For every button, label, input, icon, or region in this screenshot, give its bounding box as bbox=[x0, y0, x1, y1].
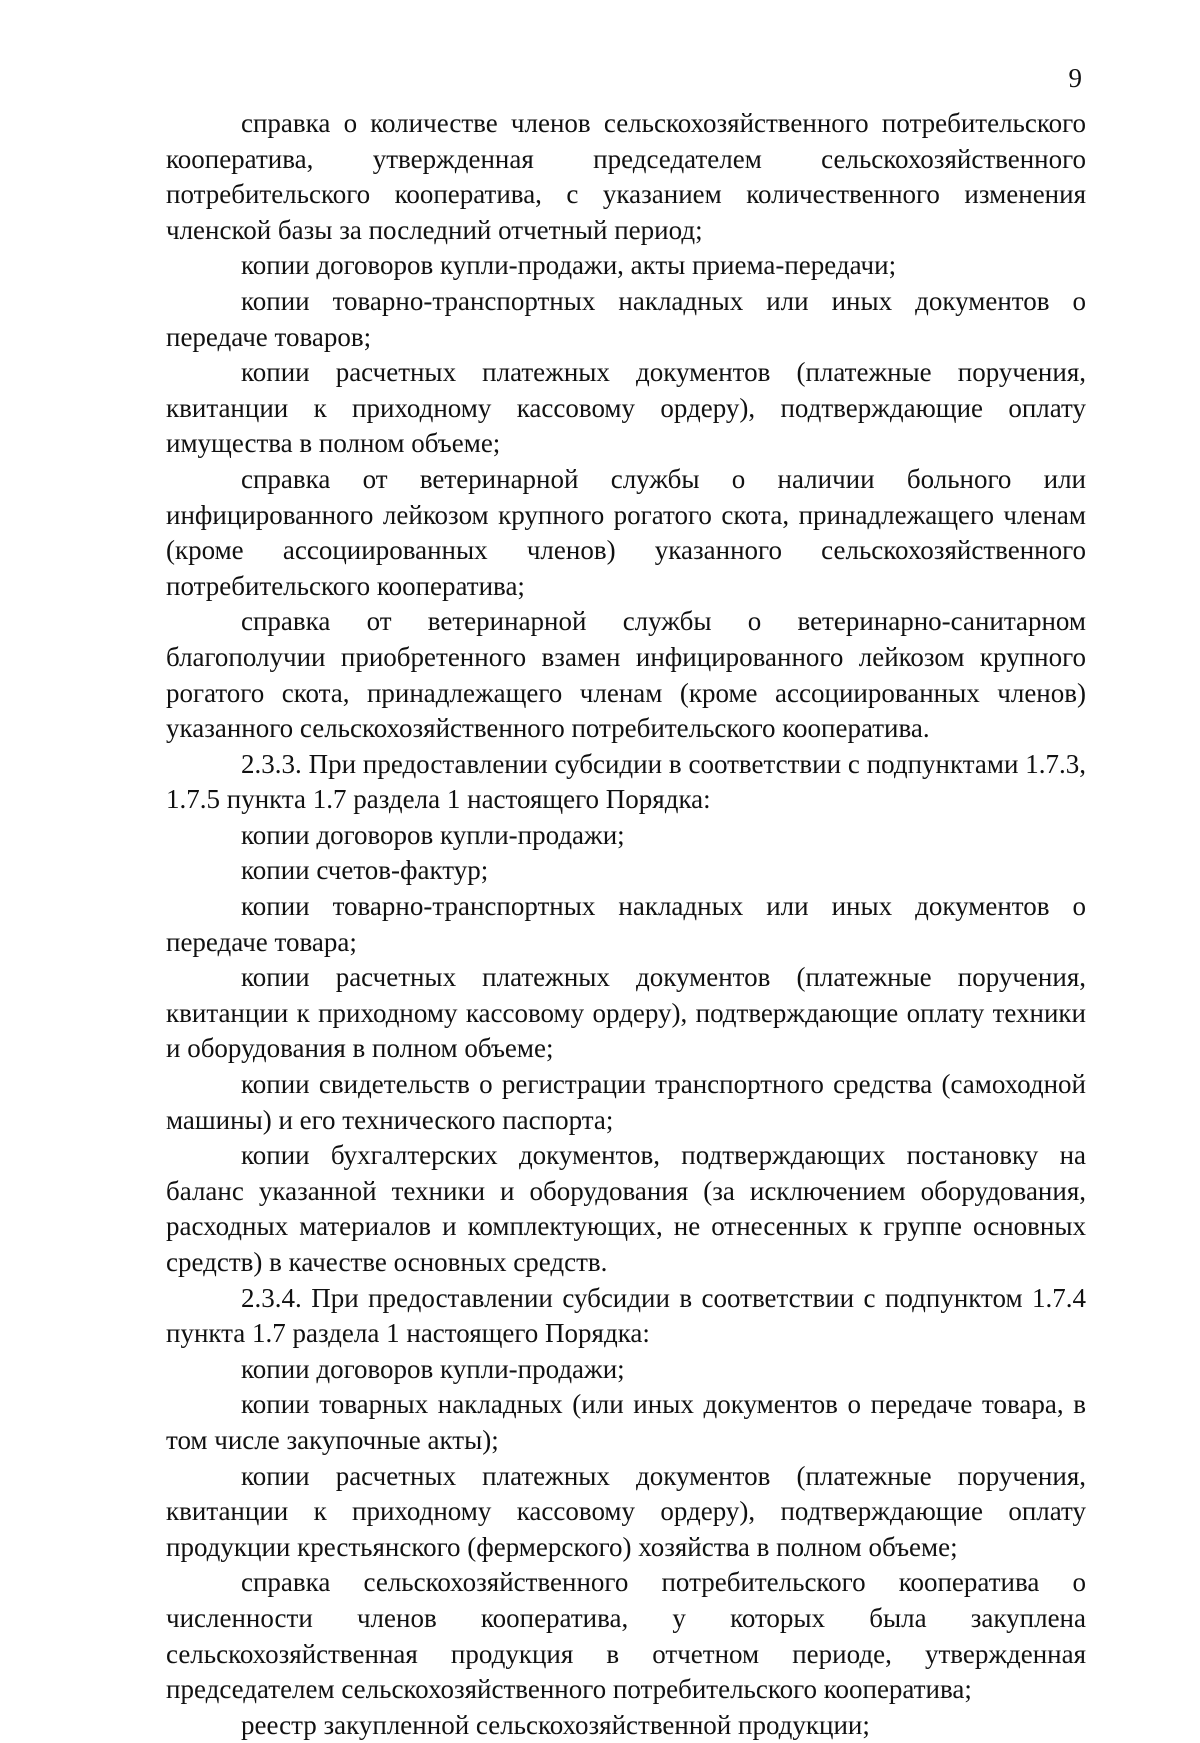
paragraph: справка от ветеринарной службы о ветеринарно-санитарном благополучии приобретенного взамен инфицированного лейкозом крупного рогатого скота, принадлежащего членам (кроме ассоциированных членов) указанного сельскохозяйственного потребительского кооператива. bbox=[166, 606, 1086, 744]
section-heading: 2.3.4. При предоставлении субсидии в соответствии с подпунктом 1.7.4 пункта 1.7 раздела 1 настоящего Порядка: bbox=[166, 1282, 1086, 1349]
paragraph: справка от ветеринарной службы о наличии больного или инфицированного лейкозом крупного рогатого скота, принадлежащего членам (кроме ассоциированных членов) указанного сельскохозяйственного потребительского кооператива; bbox=[166, 463, 1086, 601]
paragraph: реестр закупленной сельскохозяйственной продукции; bbox=[241, 1709, 870, 1740]
paragraph: справка о количестве членов сельскохозяйственного потребительского кооператива, утвержденная председателем сельскохозяйственного потребительского кооператива, с указанием количественного изменения членской базы за последний отчетный период; bbox=[166, 108, 1086, 245]
paragraph: копии товарно-транспортных накладных или иных документов о передаче товаров; bbox=[166, 285, 1086, 352]
paragraph: копии счетов-фактур; bbox=[241, 855, 489, 886]
document-body bbox=[166, 106, 1086, 1743]
paragraph: справка сельскохозяйственного потребительского кооператива о численности членов кооператива, у которых была закуплена сельскохозяйственная продукция в отчетном периоде, утвержденная председателем сельскохозяйственного потребительского кооператива; bbox=[166, 1567, 1086, 1705]
paragraph: копии расчетных платежных документов (платежные поручения, квитанции к приходному кассовому ордеру), подтверждающие оплату имущества в полном объеме; bbox=[166, 357, 1086, 459]
paragraph: копии договоров купли-продажи, акты приема-передачи; bbox=[241, 250, 897, 281]
paragraph: копии бухгалтерских документов, подтверждающих постановку на баланс указанной техники и оборудования (за исключением оборудования, расходных материалов и комплектующих, не отнесенных к группе основных средств) в качестве основных средств. bbox=[166, 1140, 1086, 1277]
paragraph: копии товарных накладных (или иных документов о передаче товара, в том числе закупочные акты); bbox=[166, 1389, 1086, 1455]
paragraph: копии товарно-транспортных накладных или иных документов о передаче товара; bbox=[166, 891, 1086, 957]
section-heading: 2.3.3. При предоставлении субсидии в соответствии с подпунктами 1.7.3, 1.7.5 пункта 1.7 раздела 1 настоящего Порядка: bbox=[166, 748, 1086, 815]
page-number: 9 bbox=[1068, 63, 1082, 93]
paragraph: копии расчетных платежных документов (платежные поручения, квитанции к приходному кассовому ордеру), подтверждающие оплату техники и оборудования в полном объеме; bbox=[166, 962, 1086, 1064]
paragraph: копии расчетных платежных документов (платежные поручения, квитанции к приходному кассовому ордеру), подтверждающие оплату продукции крестьянского (фермерского) хозяйства в полном объеме; bbox=[166, 1460, 1086, 1562]
paragraph: копии договоров купли-продажи; bbox=[241, 1353, 625, 1384]
paragraph: копии свидетельств о регистрации транспортного средства (самоходной машины) и его технического паспорта; bbox=[166, 1069, 1086, 1135]
paragraph: копии договоров купли-продажи; bbox=[241, 819, 625, 850]
